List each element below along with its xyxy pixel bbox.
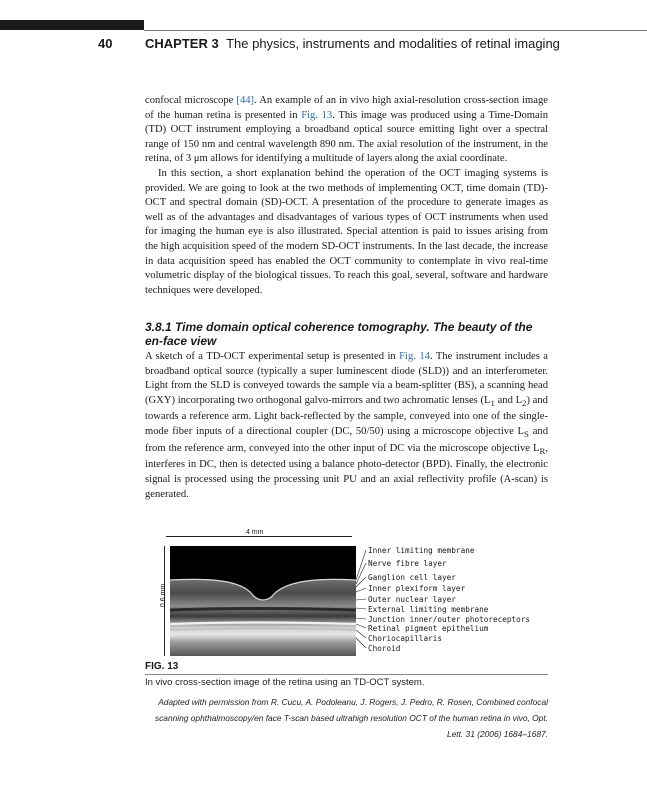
layer-label: Nerve fibre layer (368, 559, 447, 568)
chapter-heading (145, 36, 560, 51)
credit-line: Lett. 31 (2006) 1684–1687. (446, 729, 548, 739)
layer-label: Junction inner/outer photoreceptors (368, 615, 530, 624)
chapter-title: The physics, instruments and modalities of retinal imaging (226, 36, 560, 51)
layer-label: Inner plexiform layer (368, 584, 466, 593)
label-leader-lines (160, 530, 560, 658)
figure-13-link[interactable]: Fig. 13 (301, 109, 333, 121)
figure-13 (160, 530, 560, 658)
layer-label: Outer nuclear layer (368, 595, 456, 604)
vertical-scale-label: 0.6 mm (160, 583, 168, 608)
layer-label: Choroid (368, 644, 401, 653)
page-number: 40 (98, 36, 113, 51)
paragraph: A sketch of a TD-OCT experimental setup is presented in Fig. 14. The instrument includes a broadband optical source (typically a super luminescent diode (SLD)) and an interferometer. Light from the SLD is conveyed towards the sample via a beam-splitter (BS), a scanning head (GXY) incorporating two orthogonal galvo-mirrors and two achromatic lenses ($L_1$ and $L_2$) and towards a reference arm. Light back-reflected by the sample, conveyed into one of the single-mode fiber inputs of a directional coupler (DC, 50/50) using a microscope objective $L_S$ and from the reference arm, conveyed into the other input of DC via the microscope objective $L_R$, interferes in DC, then is detected using a balance photo-detector (BPD). Finally, the electronic signal is processed using the processing unit PU and an axial reflectivity profile (A-scan) is generated. (145, 351, 549, 500)
body-paragraphs-2 (145, 350, 548, 502)
chapter-label: CHAPTER 3 (145, 36, 219, 51)
figure-caption: In vivo cross-section image of the retina using an TD-OCT system. (145, 677, 425, 688)
figure-14-link[interactable]: Fig. 14 (399, 351, 430, 362)
credit-line: Adapted with permission from R. Cucu, A. Podoleanu, J. Rogers, J. Pedro, R. Rosen, Combined confocal (158, 697, 548, 707)
layer-label: Inner limiting membrane (368, 546, 475, 555)
reference-link-44[interactable]: [44] (236, 95, 255, 106)
layer-label: Retinal pigment epithelium (368, 624, 489, 633)
header-black-bar (0, 20, 144, 30)
figure-label: FIG. 13 (145, 661, 179, 672)
paragraph: In this section, a short explanation behind the operation of the OCT imaging systems is provided. We are going to look at the two methods of implementing OCT, time domain (TD)-OCT and spectral domain (SD)-OCT. A presentation of the procedure to generate images as well as of the advantages and disadvantages of various types of OCT instruments when used for imaging the human eye is also illustrated. Special attention is paid to issues arising from the high acquisition speed of the modern SD-OCT instruments. In the last decade, the increase in data acquisition speed has enabled the OCT community to contemplate in vivo real-time volumetric display of the biological tissues. To reach this goal, several, software and hardware techniques were developed. (145, 167, 548, 296)
section-heading (145, 320, 548, 348)
horizontal-scale-label: 4 mm (246, 529, 264, 536)
section-title: 3.8.1 Time domain optical coherence tomography. The beauty of the en-face view (145, 320, 533, 348)
layer-label: Ganglion cell layer (368, 573, 456, 582)
header-rule (144, 30, 647, 31)
layer-label: External limiting membrane (368, 605, 489, 614)
figure-credit (145, 694, 548, 742)
caption-rule (145, 674, 548, 675)
layer-label: Choriocapillaris (368, 634, 443, 643)
body-paragraphs-1 (145, 94, 548, 298)
paragraph: confocal microscope [44]. An example of an in vivo high axial-resolution cross-section image of the human retina is presented in Fig. 13. This image was produced using a Time-Domain (TD) OCT instrument employing a broadband optical source emitting light over a spectral range of 150 nm and central wavelength 890 nm. The axial resolution of the instrument, in the retina, of 3 μm allows for identifying a multitude of layers along the axial coordinate. (145, 95, 548, 165)
running-header (0, 36, 647, 54)
credit-line: scanning ophthalmoscopy/en face T-scan based ultrahigh resolution OCT of the human retina in vivo, Opt. (154, 713, 548, 723)
